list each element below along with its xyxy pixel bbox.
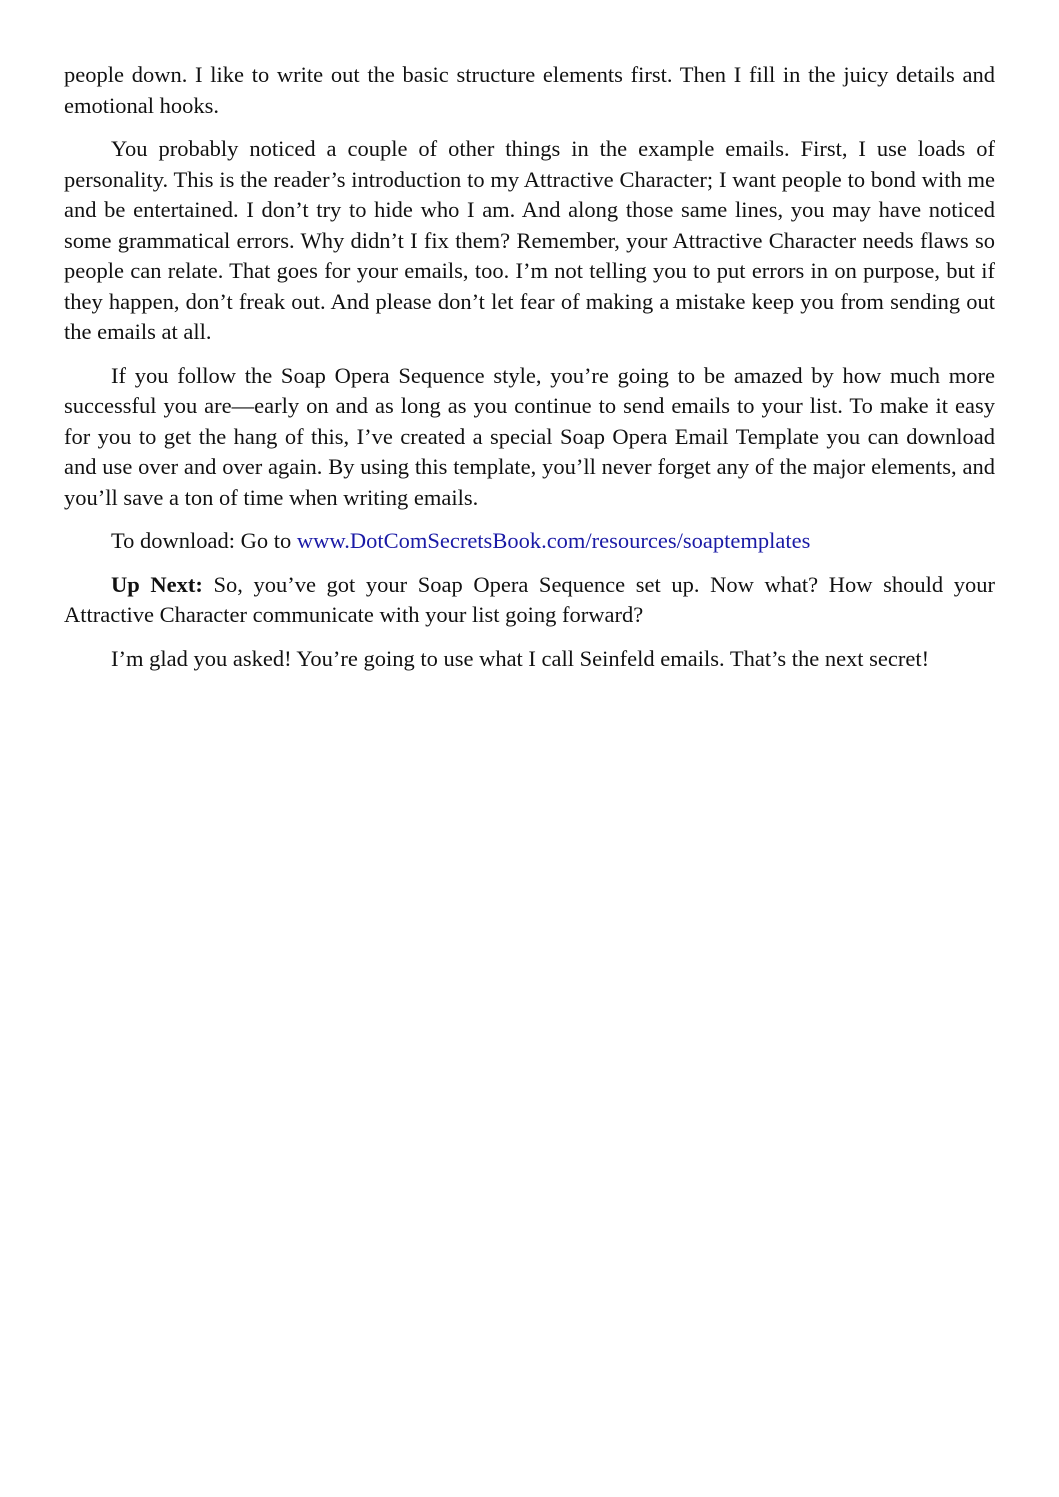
soap-templates-link[interactable]: www.DotComSecretsBook.com/resources/soaptemplates bbox=[296, 528, 811, 553]
up-next-text: So, you’ve got your Soap Opera Sequence set up. Now what? How should your Attractive Character communicate with your list going forward? bbox=[64, 571, 995, 627]
paragraph-up-next bbox=[64, 570, 995, 631]
up-next-label: Up Next: bbox=[111, 571, 203, 597]
paragraph-download bbox=[64, 526, 995, 557]
document-page bbox=[64, 60, 995, 687]
paragraph-soap-opera-sequence: If you follow the Soap Opera Sequence style, you’re going to be amazed by how much more successful you are—early on and as long as you continue to send emails to your list. To make it easy for you to get the hang of this, I’ve created a special Soap Opera Email Template you can download and use over and over again. By using this template, you’ll never forget any of the major elements, and you’ll save a ton of time when writing emails. bbox=[64, 362, 995, 510]
paragraph-continued: people down. I like to write out the basic structure elements first. Then I fill in the juicy details and emotional hooks. bbox=[64, 62, 995, 118]
paragraph-personality: You probably noticed a couple of other things in the example emails. First, I use loads of personality. This is the reader’s introduction to my Attractive Character; I want people to bond with me and be entertained. I don’t try to hide who I am. And along those same lines, you may have noticed some grammatical errors. Why didn’t I fix them? Remember, your Attractive Character needs flaws so people can relate. That goes for your emails, too. I’m not telling you to put errors in on purpose, but if they happen, don’t freak out. And please don’t let fear of making a mistake keep you from sending out the emails at all. bbox=[64, 136, 995, 344]
download-label: To download: Go to bbox=[111, 528, 297, 553]
paragraph-next-secret: I’m glad you asked! You’re going to use what I call Seinfeld emails. That’s the next secret! bbox=[111, 645, 930, 671]
